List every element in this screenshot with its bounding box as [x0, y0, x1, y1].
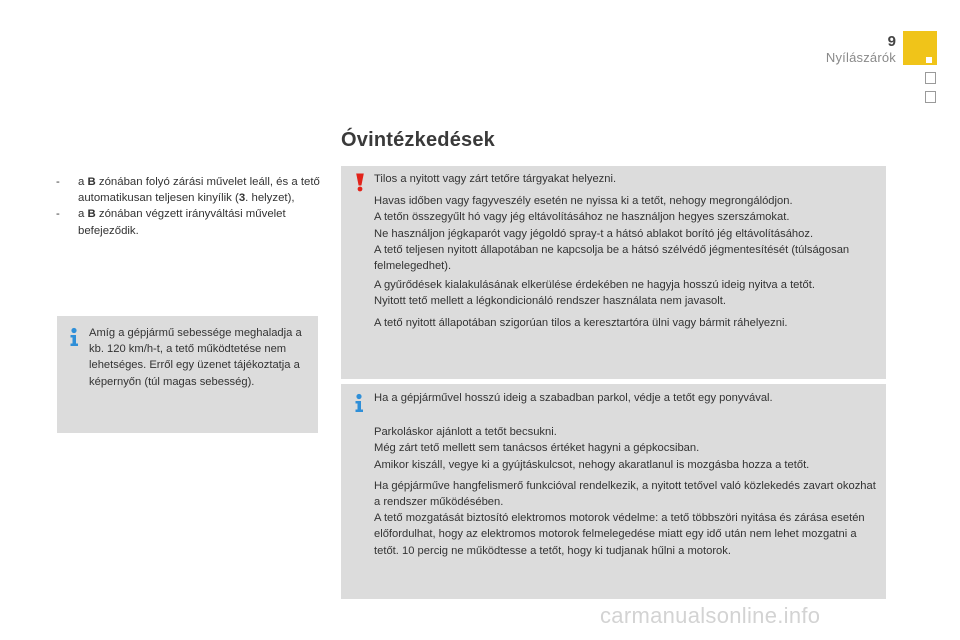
warning-paragraph: Nyitott tető mellett a légkondicionáló rendszer használata nem javasolt. [374, 295, 726, 308]
warning-exclamation-icon [351, 172, 369, 197]
info-paragraph: Ha gépjárműve hangfelismerő funkcióval rendelkezik, a nyitott tetővel való közlekedés zavart okozhat a rendszer működésében. [374, 479, 876, 509]
chapter-tab-active[interactable] [903, 31, 937, 65]
info-box [341, 384, 886, 599]
warning-paragraph: A tető nyitott állapotában szigorúan tilos a keresztartóra ülni vagy bármit ráhelyezni. [374, 316, 788, 329]
list-item [56, 206, 320, 238]
warning-box [341, 166, 886, 379]
info-paragraph: Még zárt tető mellett sem tanácsos értéket hagyni a gépkocsiban. [374, 442, 700, 455]
left-list [56, 174, 320, 239]
info-paragraph: A tető mozgatását biztosító elektromos motorok védelme: a tető többszöri nyitása és zárása esetén előfordulhat, hogy az elektromos motorok felmelegedése miatt egy idő után nem lehet mozgatni a tetőt. 10 percig ne működtesse a tetőt, hogy ki tudjanak hűlni a motorok. [374, 512, 865, 557]
info-text: Amíg a gépjármű sebessége meghaladja a kb. 120 km/h-t, a tető működtetése nem lehetséges. Erről egy üzenet tájékoztatja a képernyőn (túl magas sebesség). [89, 327, 302, 388]
tab-marker-icon [926, 57, 932, 63]
info-paragraph: Amikor kiszáll, vegye ki a gyújtáskulcsot, nehogy akaratlanul is mozgásba hozza a tetőt. [374, 458, 810, 471]
warning-paragraph: A tető teljesen nyitott állapotában ne kapcsolja be a hátsó szélvédő jégmentesítését (túlságosan felmelegedhet). [374, 243, 850, 273]
list-dash: - [56, 176, 60, 188]
info-paragraph: Ha a gépjárművel hosszú ideig a szabadban parkol, védje a tetőt egy ponyvával. [374, 392, 773, 404]
section-title: Óvintézkedések [341, 129, 495, 151]
list-dash: - [56, 208, 60, 221]
warning-paragraph: Ne használjon jégkaparót vagy jégoldó spray-t a hátsó ablakot borító jég eltávolításához. [374, 227, 814, 240]
info-text [374, 390, 882, 562]
chapter-title: Nyílászárók [825, 50, 896, 65]
list-item-text: a B zónában végzett irányváltási művelet befejeződik. [78, 208, 286, 237]
warning-text [374, 171, 882, 334]
list-item-text: a B zónában folyó zárási művelet leáll, és a tető automatikusan teljesen kinyílik (3. helyzet), [78, 176, 320, 205]
info-icon [66, 327, 82, 352]
info-paragraph: Parkoláskor ajánlott a tetőt becsukni. [374, 426, 557, 439]
page-number: 9 [887, 33, 896, 50]
chapter-tab-2[interactable] [925, 91, 936, 103]
warning-paragraph: A tetőn összegyűlt hó vagy jég eltávolításához ne használjon hegyes szerszámokat. [374, 211, 790, 224]
left-info-box [57, 316, 318, 433]
warning-paragraph: A gyűrődések kialakulásának elkerülése érdekében ne hagyja hosszú ideig nyitva a tetőt. [374, 279, 815, 292]
chapter-tab-1[interactable] [925, 72, 936, 84]
warning-paragraph: Havas időben vagy fagyveszély esetén ne nyissa ki a tetőt, nehogy megrongálódjon. [374, 195, 793, 208]
watermark: carmanualsonline.info [600, 603, 821, 628]
info-icon [351, 393, 367, 418]
warning-paragraph: Tilos a nyitott vagy zárt tetőre tárgyakat helyezni. [374, 173, 617, 185]
list-item [56, 174, 320, 206]
